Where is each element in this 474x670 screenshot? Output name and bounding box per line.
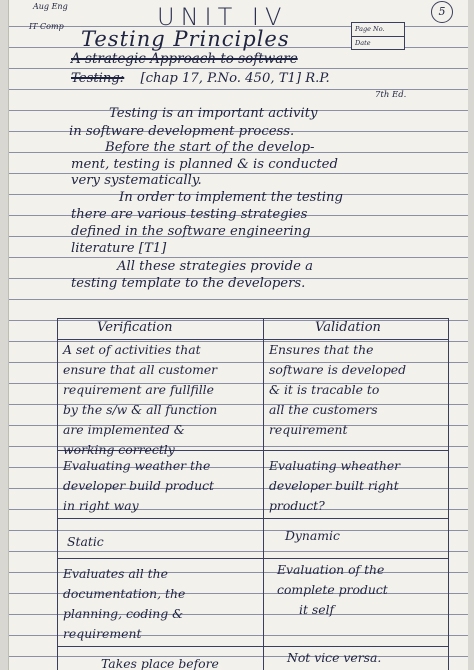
table-left-border [57,318,58,670]
row-divider-4 [57,646,449,647]
paragraph-line-3: Before the start of the develop- [105,140,315,155]
row-5-validation: Not vice versa. [287,650,382,665]
paragraph-line-1: Testing is an important activity [109,106,318,121]
paragraph-line-4: ment, testing is planned & is conducted [71,157,338,172]
header-verification: Verification [97,320,173,335]
page-title: Testing Principles [81,27,290,51]
row-2-validation: Evaluating wheather developer built right product? [269,458,401,513]
row-3-validation: Dynamic [285,528,340,543]
subtitle-line1: A strategic Approach to software [71,51,298,67]
paragraph-line-5: very systematically. [71,173,202,188]
header-validation: Validation [315,320,381,335]
date-label: Date [352,36,404,49]
corner-note-line2: IT Comp [29,22,64,31]
row-1-validation: Ensures that the software is developed & it is tracable to all the customers requirement [269,342,407,437]
paragraph-line-2: in software development process. [69,124,295,139]
subtitle-testing: Testing: [71,71,125,86]
column-divider [263,318,264,670]
row-1-verification: A set of activities that ensure that all customer requirement are fullfille by the s/w & all function are implemented & working correctly [63,342,218,457]
subtitle-edition: 7th Ed. [375,90,407,100]
unit-heading: UNIT IV [157,3,288,31]
paragraph-line-7: there are various testing strategies [71,207,308,222]
row-4-verification: Evaluates all the documentation, the planning, coding & requirement [63,566,186,641]
subtitle-line2 [71,71,330,86]
paragraph-line-11: testing template to the developers. [71,276,306,291]
page-number: 5 [431,1,453,23]
row-divider-3 [57,558,449,559]
paragraph-line-10: All these strategies provide a [117,259,313,274]
table-right-border [448,318,449,670]
paragraph-line-6: In order to implement the testing [119,190,343,205]
row-5-verification: Takes place before [101,656,219,670]
row-2-verification: Evaluating weather the developer build product in right way [63,458,214,513]
comparison-table [57,318,449,670]
row-3-verification: Static [67,534,104,549]
row-4-validation: Evaluation of the complete product it self [277,562,388,617]
page-no-label: Page No. [355,25,385,33]
subtitle-reference: [chap 17, P.No. 450, T1] R.P. [140,71,330,86]
paragraph-line-9: literature [T1] [71,241,167,256]
notebook-page [8,0,468,670]
corner-note-line1: Aug Eng [33,2,68,11]
page-date-box [351,22,405,50]
paragraph-line-8: defined in the software engineering [71,224,311,239]
row-divider-2 [57,518,449,519]
